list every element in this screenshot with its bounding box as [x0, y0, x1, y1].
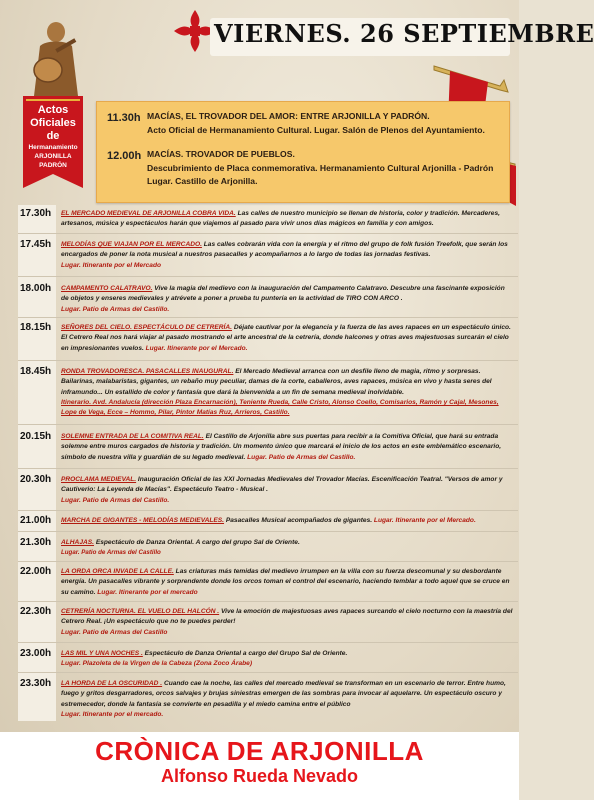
event-text: [61, 323, 513, 354]
official-acts-box: [96, 101, 510, 203]
event-time: 18.45h: [20, 366, 52, 377]
event-location: Lugar. Itinerante por el Mercado: [61, 261, 162, 269]
event-text: [61, 475, 513, 506]
event-description: Espectáculo de Danza Oriental. A cargo del grupo Sal de Oriente.: [93, 539, 300, 546]
event-description: Pasacalles Musical acompañados de gigantes.: [224, 517, 374, 524]
official-act-time: 12.00h: [107, 150, 142, 162]
header: [0, 0, 594, 205]
event-title: CAMPAMENTO CALATRAVO.: [61, 285, 153, 292]
divider: [18, 642, 518, 643]
event-text: [61, 240, 513, 271]
event-description: Las criaturas más temidas del medievo irrumpen en la villa con su fuerza descomunal y su desbordante energía. Un pasacalles vibrante y sorprendente donde los orcos toman el control del escenario, haciendo temblar a todo aquel que se cruce en su camino.: [61, 568, 510, 596]
event-location: Lugar. Itinerante por el Mercado.: [145, 344, 248, 352]
event-time: 20.15h: [20, 431, 52, 442]
event-time: 21.30h: [20, 537, 52, 548]
page-title: VIERNES. 26 SEPTIEMBRE: [214, 19, 594, 48]
divider: [18, 672, 518, 673]
event-time: 17.45h: [20, 239, 52, 250]
event-title: RONDA TROVADORESCA. PASACALLES INAUGURAL.: [61, 368, 234, 375]
event-text: [61, 432, 513, 463]
event-location: Lugar. Itinerante por el mercado.: [61, 710, 164, 718]
event-time: 18.15h: [20, 322, 52, 333]
official-act-time: 11.30h: [107, 112, 141, 124]
event-time: 22.00h: [20, 566, 52, 577]
event-title: MARCHA DE GIGANTES - MELODÍAS MEDIEVALES.: [61, 517, 225, 524]
event-time: 23.30h: [20, 678, 52, 689]
event-location: Lugar. Plazoleta de la Virgen de la Cabeza (Zona Zoco Árabe): [61, 660, 253, 668]
event-text: [61, 679, 513, 720]
event-description: Inauguración Oficial de las XXI Jornadas Medievales del Trovador Macías. Escenificación Teatral. "Versos de amor y Cautiverio: La Leyenda de Macías". Espectáculo Teatro - Musical .: [61, 476, 503, 494]
official-act-text: [147, 148, 502, 189]
divider: [18, 601, 518, 602]
footer: [0, 732, 519, 800]
footer-title: CRÒNICA DE ARJONILLA: [95, 736, 424, 766]
event-description: Déjate cautivar por la elegancia y la fuerza de las aves rapaces en un espectáculo único. El Cetrero Real nos hará viajar al pasado mostrando el arte ancestral de la cetrería, donde halcones y otras aves majestuosas surcarán el cielo en impresionantes vuelos.: [61, 324, 511, 352]
event-location: Lugar. Itinerante por el Mercado.: [373, 517, 476, 524]
event-time: 18.00h: [20, 283, 52, 294]
divider: [18, 317, 518, 318]
divider: [18, 424, 518, 425]
ribbon-line: PADRÓN: [39, 162, 67, 169]
divider: [18, 233, 518, 234]
event-time: 22.30h: [20, 606, 52, 617]
event-title: LAS MIL Y UNA NOCHES .: [61, 650, 143, 657]
event-text: [61, 538, 513, 559]
event-title: SOLEMNE ENTRADA DE LA COMITIVA REAL.: [61, 433, 204, 440]
event-location: Lugar. Itinerante por el mercado: [97, 588, 198, 596]
event-location: Itinerario. Avd. Andalucía (dirección Plaza Encarnación), Teniente Rueda, Calle Cristo, Alonso Coello, Comisarios, Ramón y Cajal, Mesones, Lope de Vega, Ecce – Hommo, Pilar, Pintor Matías Ruz, Arrieros, Castillo.: [61, 398, 499, 417]
event-time: 21.00h: [20, 515, 52, 526]
ribbon-line: ARJONILLA: [34, 153, 72, 160]
event-text: [61, 367, 513, 418]
event-description: El Mercado Medieval arranca con un desfile lleno de magia, ritmo y sorpresas. Bailarinas, malabaristas, gigantes, un rebaño muy peculiar, damas de la corte, caballeros, aves rapaces, música en vivo y hasta seres del inframundo... Un estallido de color y fantasía que dará la bienvenida a un fin de semana medieval inolvidable.: [61, 368, 492, 396]
ribbon-line: de: [46, 130, 60, 142]
event-title: MELODÍAS QUE VIAJAN POR EL MERCADO.: [61, 241, 202, 248]
event-text: [61, 516, 513, 526]
event-text: [61, 649, 513, 670]
event-title: CETRERÍA NOCTURNA. EL VUELO DEL HALCÓN .: [61, 608, 220, 615]
event-location: Lugar. Patio de Armas del Castillo.: [61, 305, 170, 313]
event-description: Las calles cobrarán vida con la energía y el ritmo del grupo de folk fusión Treefolk, que serán los encargados de poner la nota musical a nuestros pasacalles y acompañarnos a lo largo de todas las jornadas festivas.: [61, 241, 508, 259]
divider: [18, 276, 518, 277]
event-text: [61, 607, 513, 638]
ribbon-line: Actos: [37, 104, 69, 116]
event-location: Lugar. Patio de Armas del Castillo.: [61, 496, 170, 504]
divider: [18, 360, 518, 361]
event-text: [61, 284, 513, 315]
footer-author: Alfonso Rueda Nevado: [160, 766, 359, 786]
official-act-desc: Descubrimiento de Placa conmemorativa. Hermanamiento Cultural Arjonilla - Padrón: [147, 162, 494, 173]
divider: [18, 510, 518, 511]
event-description: El Castillo de Arjonilla abre sus puertas para recibir a la Comitiva Oficial, que hará su entrada solemne entre muros cargados de historia y tradición. Un momento único que marcará el inicio de los actos en este emblemático escenario, símbolo de nuestra villa y guardián de su legado medieval.: [61, 433, 502, 461]
official-act-title: MACÍAS, EL TROVADOR DEL AMOR: ENTRE ARJONILLA Y PADRÓN.: [147, 111, 430, 121]
event-title: EL MERCADO MEDIEVAL DE ARJONILLA COBRA VIDA.: [61, 210, 236, 217]
event-title: PROCLAMA MEDIEVAL.: [61, 476, 137, 483]
event-description: Las calles de nuestro municipio se llenan de historia, color y tradición. Mercaderes, artesanos, música y espectáculos harán que viajemos al pasado para vivir unos días mágicos en familia y con amigos.: [61, 210, 500, 228]
event-title: ALHAJAS.: [61, 539, 94, 546]
event-title: LA HORDA DE LA OSCURIDAD .: [61, 680, 163, 687]
event-description: Cuando cae la noche, las calles del mercado medieval se transforman en un escenario de terror. Entre humo, fuego y gritos desgarradores, orcos salvajes y brujas siniestras emergen de las sombras para invocar al aquelarre. Un espectáculo oscuro y estremecedor, donde la fantasía se convierte en pesadilla y el miedo camina entre el público: [61, 680, 506, 708]
troubadour-statue-icon: [18, 18, 94, 98]
ribbon-line: Oficiales: [30, 117, 76, 129]
event-description: Vive la emoción de majestuosas aves rapaces surcando el cielo nocturno con la maestría del Cetrero Real. ¡Un espectáculo que no te puedes perder!: [61, 608, 513, 626]
ribbon-label: [23, 104, 83, 170]
event-location: Lugar. Patio de Armas del Castillo.: [247, 453, 356, 461]
event-time: 17.30h: [20, 208, 52, 219]
event-title: SEÑORES DEL CIELO. ESPECTÁCULO DE CETRERÍA.: [61, 324, 232, 331]
ribbon-line: Hermanamiento: [28, 144, 78, 151]
event-title: LA ORDA ORCA INVADE LA CALLE.: [61, 568, 174, 575]
official-act-desc: Acto Oficial de Hermanamiento Cultural. Lugar. Salón de Plenos del Ayuntamiento.: [147, 124, 485, 135]
divider: [18, 531, 518, 532]
event-description: Vive la magia del medievo con la inauguración del Campamento Calatravo. Descubre una fascinante exposición de objetos y enseres medievales y atrévete a poner a prueba tu puntería en la actividad de TIRO CON ARCO .: [61, 285, 505, 303]
divider: [18, 561, 518, 562]
event-time: 23.00h: [20, 648, 52, 659]
event-time: 20.30h: [20, 474, 52, 485]
event-description: Espectáculo de Danza Oriental a cargo del Grupo Sal de Oriente.: [142, 650, 348, 657]
official-act-title: MACÍAS. TROVADOR DE PUEBLOS.: [147, 149, 295, 159]
event-location: Lugar. Patio de Armas del Castillo: [61, 549, 161, 557]
event-text: [61, 567, 513, 598]
official-act-location: Lugar. Castillo de Arjonilla.: [147, 176, 258, 186]
divider: [18, 468, 518, 469]
event-location: Lugar. Patio de Armas del Castillo: [61, 628, 168, 636]
official-act-text: [147, 110, 502, 137]
event-text: [61, 209, 513, 230]
